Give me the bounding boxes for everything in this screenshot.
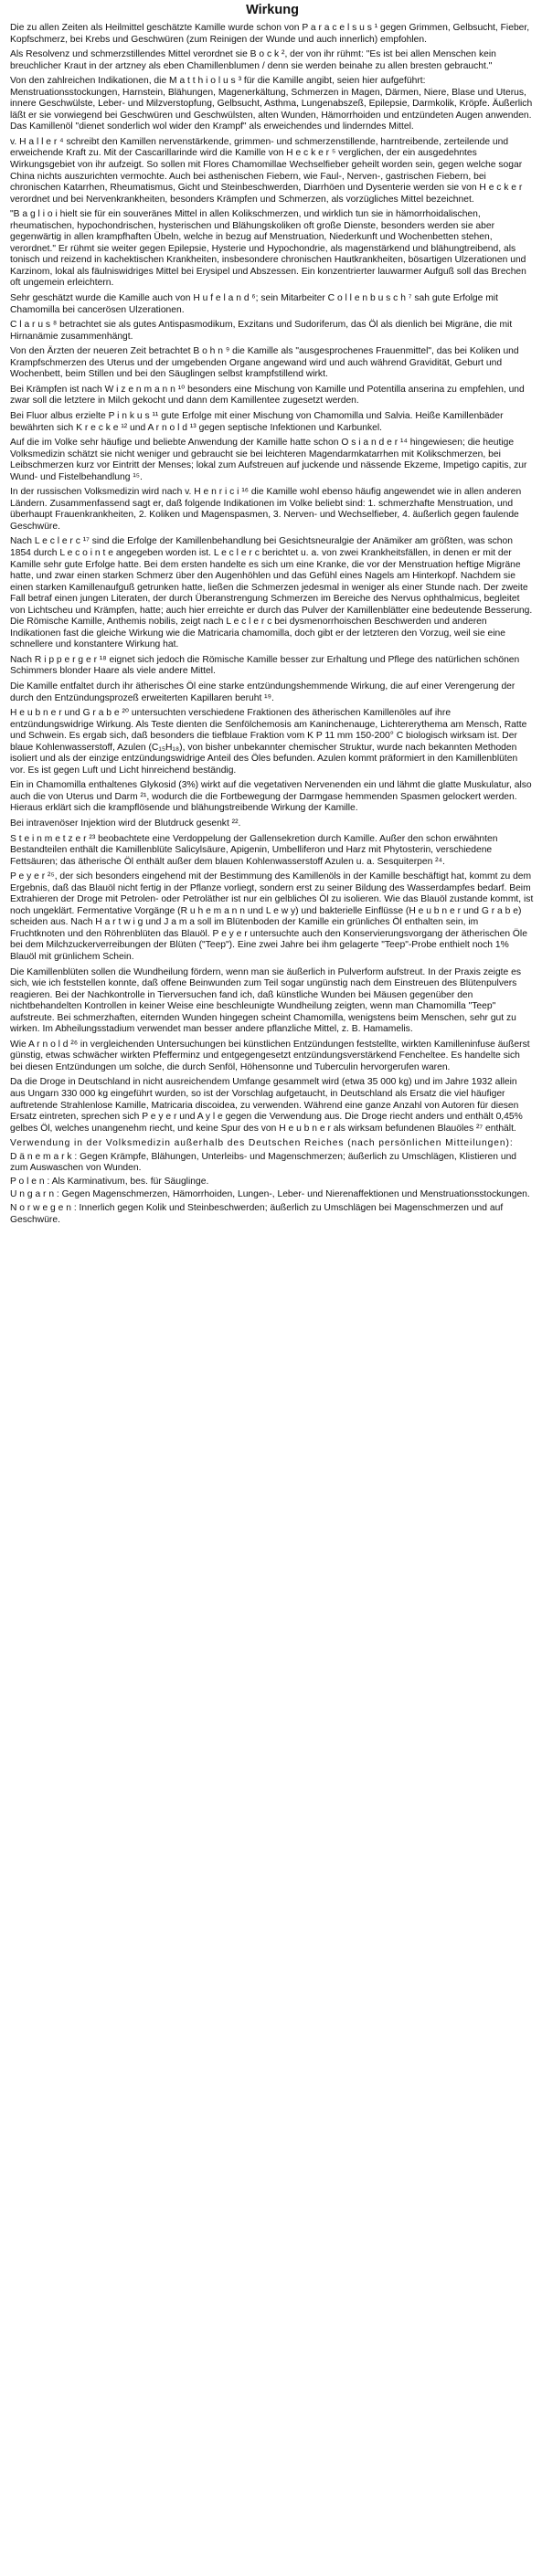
paragraph: Nach L e c l e r c ¹⁷ sind die Erfolge der Kamillenbehandlung bei Gesichtsneuralgie der Anämiker am größten, was schon 1854 durch L e c o i n t e angegeben worden ist. L e c l e r c berichtet u. a. von zwei Krankheitsfällen, in denen er mit der Kamille sehr gute Erfolge hatte. Bei dem ersten handelte es sich um eine Kranke, die vor der Menstruation heftige Migräne hatte, und zwar einen starken Schmerz über den Augenhöhlen und das Gefühl eines Nagels am Hinterkopf. Nachdem sie einen starken Kamillenaufguß getrunken hatte, ließen die Schmerzen jedesmal in weniger als einer Stunde nach. Der zweite Fall betraf einen jungen Literaten, der durch Überanstrengung Schmerzen im Bereiche des Nervus ophthalmicus, begleitet von Lichtscheu und Krämpfen, hatte; auch hier erreichte er durch das Pulver der Kamillenblätter eine bedeutende Besserung. Die Römische Kamille, Anthemis nobilis, zeigt nach L e c l e r c bei dysmenorrhoischen Beschwerden und anderen Indikationen fast die gleiche Wirkung wie die Matricaria chamomilla, doch gibt er der letzteren den Vorzug, weil sie eine schnellere und konstantere Wirkung hat. [10, 536, 533, 650]
paragraph: Da die Droge in Deutschland in nicht ausreichendem Umfange gesammelt wird (etwa 35 000 kg) und im Jahre 1932 allein aus Ungarn 330 000 kg eingeführt wurden, so ist der Vorschlag aufgetaucht, in Deutschland als Ersatz die viel häufiger auftretende Strahlenlose Kamille, Matricaria discoidea, zu verwenden. Während eine ganze Anzahl von Autoren für diesen Ersatz eintreten, sprechen sich P e y e r und A y l e gegen die Verwendung aus. Die Droge riecht anders und enthält 0,45% gelbes Öl, welches unangenehm riecht, und keine Spur des von H e u b n e r als wirksam befundenen Blauöles ²⁷ enthält. [10, 1077, 523, 1134]
paragraph: Bei Krämpfen ist nach W i z e n m a n n ¹⁰ besonders eine Mischung von Kamille und Potentilla anserina zu empfehlen, und zwar soll die letztere in Milch gekocht und dann dem Kamillentee zugesetzt werden. [10, 384, 525, 406]
paragraph: Auf die im Volke sehr häufige und beliebte Anwendung der Kamille hatte schon O s i a n d e r ¹⁴ hingewiesen; die heutige Volksmedizin schätzt sie nicht weniger und gebraucht sie bei leichteren Magendarmkatarrhen mit Kolikschmerzen, bei Leibschmerzen kurz vor Eintritt der Menses; lokal zum Aufstreuen auf juckende und nässende Ekzeme, Impetigo capitis, zur Wund- und Fistelbehandlung ¹⁵. [10, 438, 527, 482]
paragraph: Bei Fluor albus erzielte P i n k u s ¹¹ gute Erfolge mit einer Mischung von Chamomilla und Salvia. Heiße Kamillenbäder bewährten sich K r e c k e ¹² und A r n o l d ¹³ gegen septische Infektionen und Karbunkel. [10, 410, 504, 433]
article-body [10, 23, 535, 1135]
paragraph: Von den Ärzten der neueren Zeit betrachtet B o h n ⁹ die Kamille als "ausgesprochenes Frauenmittel", das bei Koliken und Krampfschmerzen des Uterus und der umgebenden Organe angewand wird und auch während Gravidität, Geburt und Wochenbett, beim Stillen und bei den Säuglingen selbst krampfstillend wirkt. [10, 346, 519, 380]
folk-medicine-section [10, 1138, 535, 1226]
paragraph: P e y e r ²⁵, der sich besonders eingehend mit der Bestimmung des Kamillenöls in der Kamille beschäftigt hat, kommt zu dem Ergebnis, daß das Blauöl nicht fertig in der Pflanze vorliegt, sondern erst zu seiner Bildung des Wasserdampfes bedarf. Beim Extrahieren der Droge mit Petrolen- oder Petroläther ist nur ein gelbliches Öl zu isolieren. Wie das Blauöl zustande kommt, ist noch ungeklärt. Fermentative Vorgänge (R u h e m a n n und L e w y) und bakterielle Einflüsse (H e u b n e r und G r a b e) scheiden aus. Nach H a r t w i g und J a m a soll im Blütenboden der Kamille ein grünliches Öl enthalten sein, im Fruchtknoten und den Röhrenblüten das Blauöl. P e y e r untersuchte auch den Konservierungsvorgang der ätherischen Öle bei dem Milchzuckerverreibungen der Blüten ("Teep"). Eine zwei Jahre bei ihm gelagerte "Teep"-Probe enthielt noch 1% Blauöl mit grünlichem Schein. [10, 871, 534, 963]
paragraph: Nach R i p p e r g e r ¹⁸ eignet sich jedoch die Römische Kamille besser zur Erhaltung und Pflege des natürlichen schönen Schimmers blonder Haare als viele andere Mittel. [10, 654, 520, 677]
paragraph: v. H a l l e r ⁴ schreibt den Kamillen nervenstärkende, grimmen- und schmerzenstillende, harntreibende, zerteilende und erweichende Kraft zu. Mit der Cascarillarinde wird die Kamille von H e c k e r ⁵ verglichen, der ein ausgedehntes Wirkungsgebiet von ihr aufzeigt. So sollen mit Flores Chamomillae Wechselfieber geheilt worden sein, gegen welche sogar China nichts auszurichten vermochte. Auch bei asthenischen Fiebern, wie Faul-, Nerven-, gastrischen Fiebern, bei chronischen Katarrhen, Rheumatismus, Gicht und Steinbeschwerden, Diarrhöen und Dysenterie werden sie von H e c k e r verordnet und bei Nervenkrankheiten, besonders Krämpfen und Schmerzen, als vorzügliches Mittel bezeichnet. [10, 136, 523, 205]
paragraph: In der russischen Volksmedizin wird nach v. H e n r i c i ¹⁶ die Kamille wohl ebenso häufig angewendet wie in allen anderen Ländern. Zusammenfassend sagt er, daß folgende Indikationen im Volke beliebt sind: 1. schmerzhafte Menstruation, und überhaupt Frauenkrankheiten, 2. Koliken und Magenspasmen, 3. Nerven- und Wechselfieber, 4. äußerlich gegen faulende Geschwüre. [10, 487, 522, 532]
paragraph: Die Kamillenblüten sollen die Wundheilung fördern, wenn man sie äußerlich in Pulverform aufstreut. In der Praxis zeigte es sich, wie ich feststellen konnte, daß offene Beinwunden zum Teil sogar ungünstig nach dem Einstreuen des Blütenpulvers reagieren. Bei der Nachkontrolle in Tierversuchen fand ich, daß künstliche Wunden bei Mäusen gegenüber den nichtbehandelten Kontrollen in keiner Weise eine beschleunigte Wundheilung zeigten, wenn man Chamomilla "Teep" aufstreute. Bei schmerzhaften, eiternden Wunden hingegen scheint Chamomilla, wenigstens beim Menschen, sehr gut zu wirken. Im Abheilungsstadium verwendet man besser andere pflanzliche Mittel, z. B. Hamamelis. [10, 966, 521, 1035]
paragraph: Als Resolvenz und schmerzstillendes Mittel verordnet sie B o c k ², der von ihr rühmt: "Es ist bei allen Menschen kein breuchlicher Kraut in der artzney als eben Chamillenblumen / denn sie werden beinahe zu allen bresten gebraucht." [10, 49, 496, 71]
paragraph: Ein in Chamomilla enthaltenes Glykosid (3%) wirkt auf die vegetativen Nervenenden ein und lähmt die glatte Muskulatur, also auch die von Uterus und Darm ²¹, wodurch die die Fortbewegung der Darmgase hemmenden Spasmen gelockert werden. Hieraus erklärt sich die krampflösende und blähungstreibende Wirkung der Kamille. [10, 780, 532, 814]
paragraph: Die zu allen Zeiten als Heilmittel geschätzte Kamille wurde schon von P a r a c e l s u s ¹ gegen Grimmen, Gelbsucht, Fieber, Kopfschmerz, bei Krebs und Geschwüren (zum Reinigen der Wunde und auch innerlich) empfohlen. [10, 23, 530, 45]
paragraph: "B a g l i o i hielt sie für ein souveränes Mittel in allen Kolikschmerzen, und wirklich tun sie in hämorrhoidalischen, rheumatischen, hypochondrischen, hysterischen und Blähungskoliken oft große Dienste, besonders werden sie aber gegenwärtig in allen krampfhaften Übeln, welche in bezug auf Menstruation, Niederkunft und Wochenbetten stehen, verordnet." Er rühmt sie weiter gegen Epilepsie, Hysterie und Hypochondrie, als magenstärkend und blähungtreibend, als tonisch und reizend in kachektischen Krankheiten, insbesondere chronischen Hautkrankheiten, bösartigen Ulzerationen und Karzinom, lokal als fäulniswidriges Mittel bei Erysipel und Abszessen. Ein konzentrierter lauwarmer Aufguß soll das Brechen oft ungemein erleichtern. [10, 209, 526, 289]
folk-medicine-entry-hungary: U n g a r n : Gegen Magenschmerzen, Hämorrhoiden, Lungen-, Leber- und Nierenaffektionen und Menstruationsstockungen. [10, 1189, 530, 1200]
paragraph: Bei intravenöser Injektion wird der Blutdruck gesenkt ²². [10, 818, 241, 829]
paragraph: Von den zahlreichen Indikationen, die M a t t h i o l u s ³ für die Kamille angibt, seien hier aufgeführt: Menstruationsstockungen, Harnstein, Blähungen, Magenerkältung, Schmerzen in Magen, Därmen, Niere, Blase und Uterus, innere Geschwülste, Leber- und Milzverstopfung, Gelbsucht, Asthma, Lungenabszeß, Epilepsie, Darmkolik, Kröpfe. Äußerlich läßt er sie vorwiegend bei Geschwüren und Geschwülsten, alten Wunden, Hämorrhoiden und entzündeten Augen anwenden. Das Kamillenöl "dienet sonderlich wol wider den Krampf" als erweichendes und linderndes Mittel. [10, 76, 533, 132]
section-title: Wirkung [246, 3, 299, 17]
paragraph: C l a r u s ⁸ betrachtet sie als gutes Antispasmodikum, Exzitans und Sudoriferum, das Öl als dienlich bei Migräne, die mit Hirnanämie zusammenhängt. [10, 320, 513, 342]
folk-medicine-entry-norway: N o r w e g e n : Innerlich gegen Kolik und Steinbeschwerden; äußerlich zu Umschlägen bei Magenschmerzen und auf Geschwüre. [10, 1202, 504, 1225]
paragraph: Die Kamille entfaltet durch ihr ätherisches Öl eine starke entzündungshemmende Wirkung, die auf einer Verengerung der durch den Entzündungsprozeß erweiterten Kapillaren beruht ¹⁹. [10, 681, 515, 703]
folk-medicine-entry-poland: P o l e n : Als Karminativum, bes. für Säuglinge. [10, 1176, 209, 1187]
paragraph: Sehr geschätzt wurde die Kamille auch von H u f e l a n d ⁶; sein Mitarbeiter C o l l e n b u s c h ⁷ sah gute Erfolge mit Chamomilla bei cancerösen Ulzerationen. [10, 293, 498, 315]
folk-medicine-entry-denmark: D ä n e m a r k : Gegen Krämpfe, Blähungen, Unterleibs- und Magenschmerzen; äußerlich zu Umschlägen, Klistieren und zum Auswaschen von Wunden. [10, 1151, 517, 1174]
paragraph: H e u b n e r und G r a b e ²⁰ untersuchten verschiedene Fraktionen des ätherischen Kamillenöles auf ihre entzündungswidrige Wirkung. Als Teste dienten die Senfölchemosis am Kaninchenauge, Lichtererythema am Mensch, Ratte und Schwein. Es ergab sich, daß besonders die tiefblaue Fraktion vom K P 11 mm 150-200° C biologisch wirksam ist. Der blaue Kohlenwasserstoff, Azulen (C₁₅H₁₈), von bisher unbekannter chemischer Struktur, wurde nach bekannten Methoden isoliert und als der einzige entzündungswidrige Anteil des Öles befunden. Azulen kommt präformiert in den Kamillenblüten vor. Es ist gegen Luft und Licht hinreichend beständig. [10, 708, 527, 776]
paragraph: S t e i n m e t z e r ²³ beobachtete eine Verdoppelung der Gallensekretion durch Kamille. Außer den schon erwähnten Bestandteilen enthält die Kamillenblüte Salicylsäure, Apigenin, Umbelliferon und Harz mit Phytosterin, verschiedene Fettsäuren; das ätherische Öl enthält außer dem blauen Kohlenwasserstoff Azulen u. a. Sesquiterpen ²⁴. [10, 833, 498, 867]
paragraph: Wie A r n o l d ²⁶ in vergleichenden Untersuchungen bei künstlichen Entzündungen feststellte, wirkten Kamilleninfuse äußerst günstig, etwas schwächer wirkten Pfefferminz und entgegengesetzt entzündungsverstärkend Fencheltee. Es handelte sich bei diesen Entzündungen um solche, die durch Senföl, Höhensonne und Tuberculin hervorgerufen waren. [10, 1039, 530, 1072]
folk-medicine-heading: Verwendung in der Volksmedizin außerhalb des Deutschen Reiches (nach persönlichen Mitteilungen): [10, 1138, 514, 1149]
article [0, 0, 542, 1226]
